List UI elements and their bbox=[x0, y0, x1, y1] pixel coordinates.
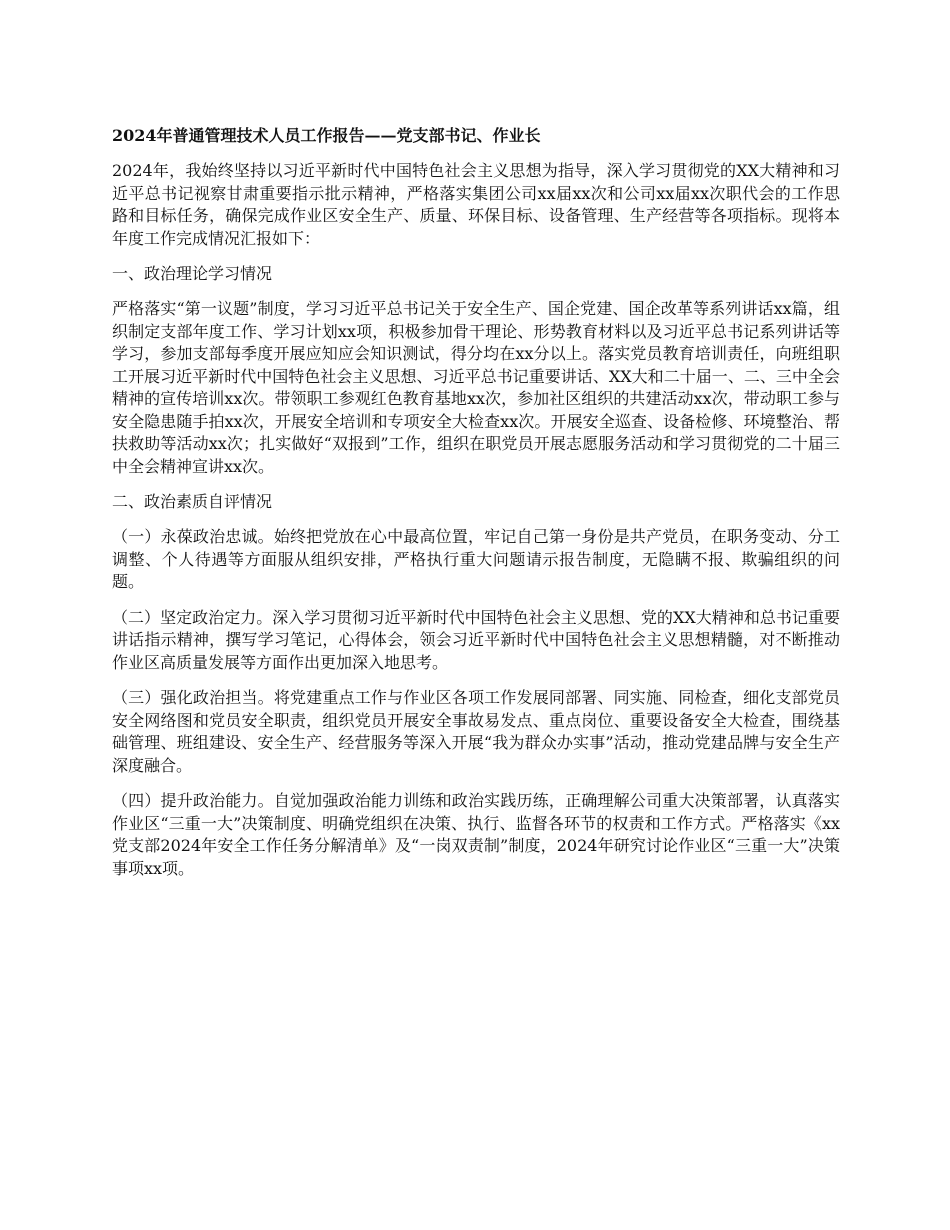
document-page bbox=[112, 124, 840, 893]
section-heading-self-evaluation: 二、政治素质自评情况 bbox=[112, 492, 273, 511]
item-political-capability: （四）提升政治能力。自觉加强政治能力训练和政治实践历练，正确理解公司重大决策部署，认真落实作业区“三重一大”决策制度、明确党组织在决策、执行、监督各环节的权责和工作方式。严格落实《xx党支部2024年安全工作任务分解清单》及“一岗双责制”制度，2024年研究讨论作业区“三重一大”决策事项xx项。 bbox=[112, 791, 840, 878]
intro-paragraph: 2024年，我始终坚持以习近平新时代中国特色社会主义思想为指导，深入学习贯彻党的XX大精神和习近平总书记视察甘肃重要指示批示精神，严格落实集团公司xx届xx次和公司xx届xx次职代会的工作思路和目标任务，确保完成作业区安全生产、质量、环保目标、设备管理、生产经营等各项指标。现将本年度工作完成情况汇报如下： bbox=[112, 161, 840, 248]
section-body-political-theory: 严格落实“第一议题”制度，学习习近平总书记关于安全生产、国企党建、国企改革等系列讲话xx篇，组织制定支部年度工作、学习计划xx项，积极参加骨干理论、形势教育材料以及习近平总书记系列讲话等学习，参加支部每季度开展应知应会知识测试，得分均在xx分以上。落实党员教育培训责任，向班组职工开展习近平新时代中国特色社会主义思想、习近平总书记重要讲话、XX大和二十届一、二、三中全会精神的宣传培训xx次。带领职工参观红色教育基地xx次，参加社区组织的共建活动xx次，带动职工参与安全隐患随手拍xx次，开展安全培训和专项安全大检查xx次。开展安全巡查、设备检修、环境整治、帮扶救助等活动xx次；扎实做好“双报到”工作，组织在职党员开展志愿服务活动和学习贯彻党的二十届三中全会精神宣讲xx次。 bbox=[112, 299, 840, 476]
document-title: 2024年普通管理技术人员工作报告——党支部书记、作业长 bbox=[112, 126, 541, 145]
section-heading-political-theory: 一、政治理论学习情况 bbox=[112, 264, 273, 283]
item-political-loyalty: （一）永葆政治忠诚。始终把党放在心中最高位置，牢记自己第一身份是共产党员，在职务变动、分工调整、个人待遇等方面服从组织安排，严格执行重大问题请示报告制度，无隐瞒不报、欺骗组织的问题。 bbox=[112, 527, 840, 591]
item-political-determination: （二）坚定政治定力。深入学习贯彻习近平新时代中国特色社会主义思想、党的XX大精神和总书记重要讲话指示精神，撰写学习笔记，心得体会，领会习近平新时代中国特色社会主义思想精髓，对不断推动作业区高质量发展等方面作出更加深入地思考。 bbox=[112, 607, 840, 672]
item-political-responsibility: （三）强化政治担当。将党建重点工作与作业区各项工作发展同部署、同实施、同检查，细化支部党员安全网络图和党员安全职责，组织党员开展安全事故易发点、重点岗位、重要设备安全大检查，围绕基础管理、班组建设、安全生产、经营服务等深入开展“我为群众办实事”活动，推动党建品牌与安全生产深度融合。 bbox=[112, 688, 840, 775]
